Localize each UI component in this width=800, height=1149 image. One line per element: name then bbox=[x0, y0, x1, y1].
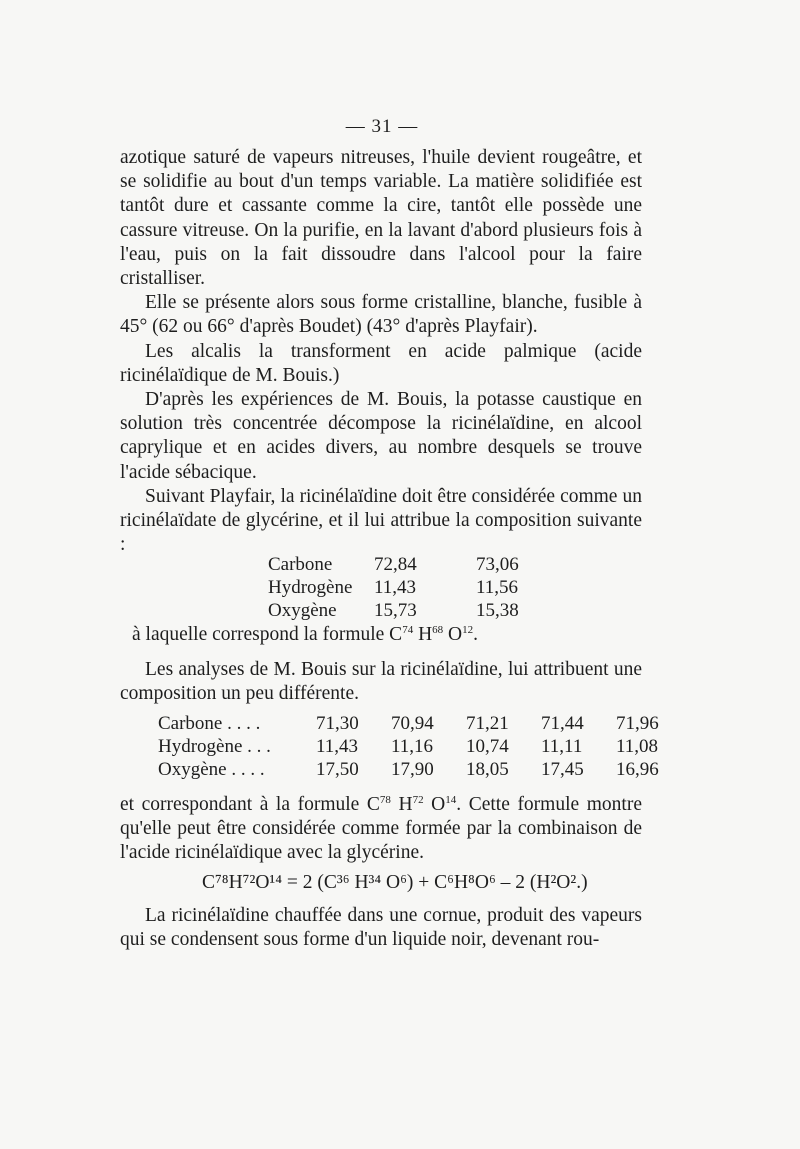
value-cell: 11,11 bbox=[541, 735, 583, 757]
formula-end: . bbox=[473, 624, 479, 645]
value-cell: 17,45 bbox=[541, 758, 584, 780]
value-cell: 15,38 bbox=[476, 599, 519, 621]
element-label: Oxygène bbox=[268, 599, 337, 621]
value-cell: 17,90 bbox=[391, 758, 434, 780]
body-text-top bbox=[120, 146, 642, 557]
hydrogen-symbol: H bbox=[390, 794, 413, 815]
body-text-formula bbox=[120, 793, 642, 866]
table-row bbox=[158, 712, 691, 735]
element-label: Hydrogène bbox=[268, 576, 353, 598]
element-label: Carbone . . . . bbox=[158, 712, 261, 734]
value-cell: 18,05 bbox=[466, 758, 509, 780]
hydrogen-count: 68 bbox=[432, 624, 444, 636]
paragraph-6: Les analyses de M. Bouis sur la ricinélaïdine, lui attribuent une composition un peu différente. bbox=[120, 659, 642, 705]
element-label: Carbone bbox=[268, 553, 333, 575]
carbon-count: 78 bbox=[379, 794, 391, 806]
value-cell: 72,84 bbox=[374, 553, 417, 575]
value-cell: 73,06 bbox=[476, 553, 519, 575]
element-label: Oxygène . . . . bbox=[158, 758, 265, 780]
paragraph-1: azotique saturé de vapeurs nitreuses, l'huile devient rougeâtre, et se solidifie au bout d'un temps variable. La matière solidifiée est tantôt dure et cassante comme la cire, tantôt elle possède une cassure vitreuse. On la purifie, en la lavant d'abord plusieurs fois à l'eau, puis on la fait dissoudre dans l'alcool pour la faire cristalliser. bbox=[120, 147, 642, 290]
value-cell: 11,43 bbox=[316, 735, 359, 757]
value-cell: 11,16 bbox=[391, 735, 434, 757]
hydrogen-symbol: H bbox=[413, 624, 433, 645]
table-row bbox=[268, 553, 546, 576]
playfair-composition-table bbox=[268, 553, 546, 622]
table-row bbox=[268, 576, 546, 599]
bouis-analysis-table bbox=[158, 712, 691, 781]
hydrogen-count: 72 bbox=[412, 794, 424, 806]
value-cell: 11,08 bbox=[616, 735, 659, 757]
body-text-mid bbox=[120, 658, 642, 706]
value-cell: 11,43 bbox=[374, 576, 417, 598]
paragraph-2: Elle se présente alors sous forme cristalline, blanche, fusible à 45° (62 ou 66° d'après Boudet) (43° d'après Playfair). bbox=[120, 292, 642, 338]
value-cell: 15,73 bbox=[374, 599, 417, 621]
paragraph-8: La ricinélaïdine chauffée dans une cornue, produit des vapeurs qui se condensent sous forme d'un liquide noir, devenant rou- bbox=[120, 905, 642, 951]
page-number: — 31 — bbox=[345, 116, 419, 137]
reaction-equation: C⁷⁸H⁷²O¹⁴ = 2 (C³⁶ H³⁴ O⁶) + C⁶H⁸O⁶ – 2 (H²O².) bbox=[202, 872, 588, 893]
value-cell: 71,44 bbox=[541, 712, 584, 734]
formula-prefix: à laquelle correspond la formule C bbox=[132, 624, 403, 645]
table-row bbox=[158, 758, 691, 781]
oxygen-symbol: O bbox=[423, 794, 446, 815]
value-cell: 10,74 bbox=[466, 735, 509, 757]
value-cell: 16,96 bbox=[616, 758, 659, 780]
paragraph-3: Les alcalis la transforment en acide palmique (acide ricinélaïdique de M. Bouis.) bbox=[120, 340, 642, 386]
oxygen-count: 14 bbox=[445, 794, 457, 806]
table-row bbox=[268, 599, 546, 622]
carbon-count: 74 bbox=[402, 624, 414, 636]
formula-prefix: et correspondant à la formule C bbox=[120, 794, 380, 815]
formula-line-1 bbox=[132, 624, 478, 646]
body-text-bottom bbox=[120, 904, 642, 952]
paragraph-4: D'après les expériences de M. Bouis, la potasse caustique en solution très concentrée décompose la ricinélaïdine, en alcool caprylique et en acides divers, au nombre desquels se trouve l'acide sébacique. bbox=[120, 389, 642, 483]
value-cell: 71,96 bbox=[616, 712, 659, 734]
paragraph-7-rest: . Cette formule montre qu'elle peut être considérée comme formée par la combinaison de l'acide ricinélaïdique avec la glycérine. bbox=[120, 794, 642, 864]
oxygen-symbol: O bbox=[443, 624, 463, 645]
value-cell: 71,21 bbox=[466, 712, 509, 734]
paragraph-5: Suivant Playfair, la ricinélaïdine doit être considérée comme un ricinélaïdate de glycérine, et il lui attribue la composition suivante : bbox=[120, 485, 642, 556]
table-row bbox=[158, 735, 691, 758]
oxygen-count: 12 bbox=[462, 624, 474, 636]
value-cell: 17,50 bbox=[316, 758, 359, 780]
value-cell: 71,30 bbox=[316, 712, 359, 734]
value-cell: 11,56 bbox=[476, 576, 519, 598]
value-cell: 70,94 bbox=[391, 712, 434, 734]
element-label: Hydrogène . . . bbox=[158, 735, 271, 757]
paragraph-7 bbox=[120, 793, 642, 866]
